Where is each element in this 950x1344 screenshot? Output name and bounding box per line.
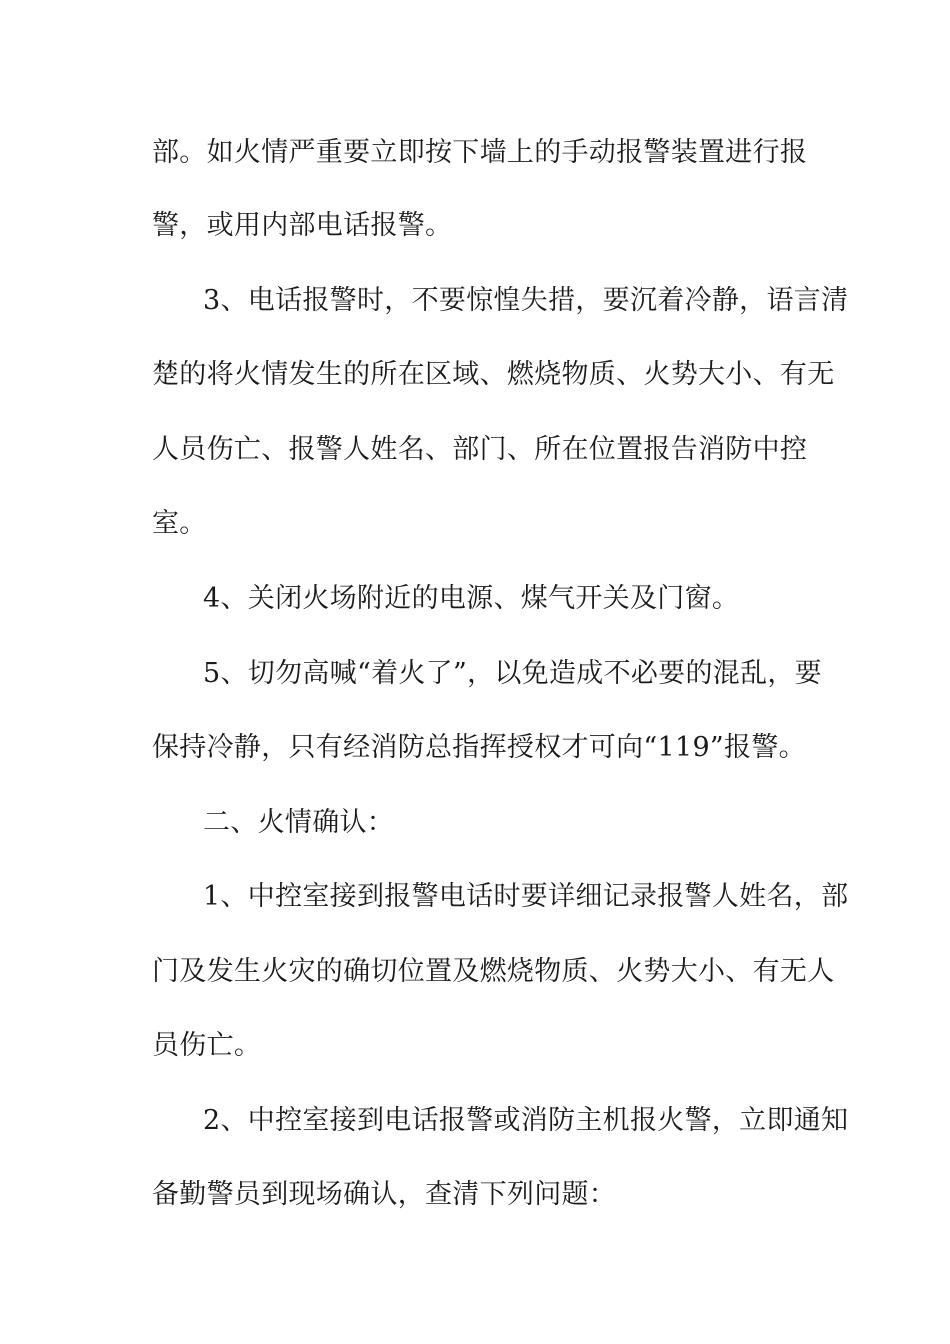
section-heading-fire-confirmation: 二、火情确认：	[203, 807, 395, 838]
text-line-15: 备勤警员到现场确认，查清下列问题：	[152, 1179, 617, 1210]
text-line-3: 3、电话报警时，不要惊惶失措，要沉着冷静，语言清	[203, 285, 849, 316]
text-line-1: 部。如火情严重要立即按下墙上的手动报警装置进行报	[152, 137, 808, 168]
text-line-13: 员伤亡。	[152, 1030, 262, 1061]
text-line-9: 保持冷静，只有经消防总指挥授权才可向“119”报警。	[152, 732, 806, 763]
text-line-8: 5、切勿高喊“着火了”，以免造成不必要的混乱，要	[203, 658, 822, 689]
text-line-14: 2、中控室接到电话报警或消防主机报火警，立即通知	[203, 1105, 849, 1136]
text-line-12: 门及发生火灾的确切位置及燃烧物质、火势大小、有无人	[152, 956, 835, 987]
text-line-11: 1、中控室接到报警电话时要详细记录报警人姓名，部	[203, 881, 849, 912]
text-line-6: 室。	[152, 508, 207, 539]
text-line-5: 人员伤亡、报警人姓名、部门、所在位置报告消防中控	[152, 434, 808, 465]
text-line-4: 楚的将火情发生的所在区域、燃烧物质、火势大小、有无	[152, 359, 835, 390]
text-line-2: 警，或用内部电话报警。	[152, 210, 453, 241]
text-line-7: 4、关闭火场附近的电源、煤气开关及门窗。	[203, 583, 740, 614]
